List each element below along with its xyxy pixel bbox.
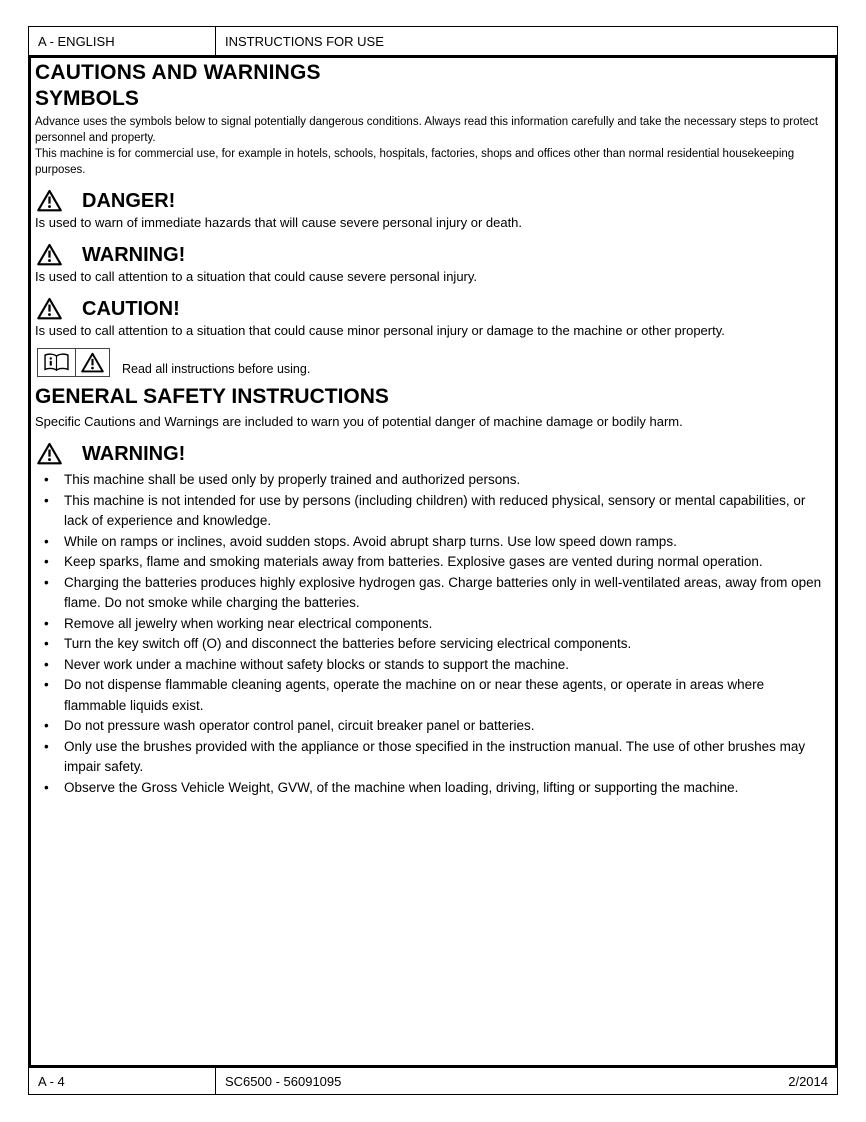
- safety-bullet: • Only use the brushes provided with the appliance or those specified in the instruction manual. The use of other brushes may impair safety.: [35, 737, 825, 778]
- page-title: CAUTIONS AND WARNINGS: [35, 61, 321, 84]
- manual-icon-box: [38, 349, 75, 376]
- danger-title: DANGER!: [82, 189, 176, 212]
- general-safety-heading: GENERAL SAFETY INSTRUCTIONS: [35, 385, 389, 409]
- content-box: [28, 55, 838, 1068]
- safety-bullet: • This machine shall be used only by properly trained and authorized persons.: [35, 470, 825, 491]
- header-language-label: A - ENGLISH: [38, 33, 115, 49]
- caution-text: Is used to call attention to a situation that could cause minor personal injury or damage to the machine or other property.: [35, 323, 725, 339]
- danger-heading: [37, 189, 825, 212]
- safety-bullet: • Do not dispense flammable cleaning agents, operate the machine on or near these agents, or operate in areas where flammable liquids exist.: [35, 675, 825, 716]
- footer-date: 2/2014: [788, 1073, 828, 1089]
- caution-title: CAUTION!: [82, 297, 180, 320]
- footer-model-number: SC6500 - 56091095: [215, 1068, 788, 1094]
- footer-page-number: A - 4: [38, 1073, 65, 1089]
- symbols-heading: SYMBOLS: [35, 87, 139, 111]
- warning-icon-box: [75, 349, 109, 376]
- general-warning-heading: [37, 442, 825, 465]
- symbols-paragraph-2: This machine is for commercial use, for example in hotels, schools, hospitals, factories, shops and offices other than normal residential housekeeping purposes.: [35, 148, 795, 177]
- warning-triangle-icon: [37, 243, 62, 266]
- safety-bullet: • Keep sparks, flame and smoking materials away from batteries. Explosive gases are vented during normal operation.: [35, 552, 825, 573]
- safety-bullet: • Observe the Gross Vehicle Weight, GVW, of the machine when loading, driving, lifting or supporting the machine.: [35, 778, 825, 799]
- safety-bullet: • Do not pressure wash operator control panel, circuit breaker panel or batteries.: [35, 716, 825, 737]
- danger-text: Is used to warn of immediate hazards that will cause severe personal injury or death.: [35, 215, 523, 231]
- safety-bullet: • Charging the batteries produces highly explosive hydrogen gas. Charge batteries only in well-ventilated areas, away from open flame. Do not smoke while charging the batteries.: [35, 573, 825, 614]
- safety-bullet: • Never work under a machine without safety blocks or stands to support the machine.: [35, 655, 825, 676]
- safety-bullet-list: [35, 470, 825, 798]
- general-safety-intro: Specific Cautions and Warnings are included to warn you of potential danger of machine damage or bodily harm.: [35, 414, 683, 430]
- general-warning-title: WARNING!: [82, 442, 186, 465]
- page-footer: [28, 1068, 838, 1095]
- safety-bullet: • Remove all jewelry when working near electrical components.: [35, 614, 825, 635]
- safety-bullet: • This machine is not intended for use by persons (including children) with reduced physical, sensory or mental capabilities, or lack of experience and knowledge.: [35, 491, 825, 532]
- instruction-icon-boxes: [37, 348, 110, 377]
- warning-triangle-icon: [37, 189, 62, 212]
- safety-bullet: • While on ramps or inclines, avoid sudden stops. Avoid abrupt sharp turns. Use low speed down ramps.: [35, 532, 825, 553]
- read-instructions-row: [37, 348, 825, 377]
- page-header: [28, 26, 838, 55]
- symbols-paragraph-1: Advance uses the symbols below to signal potentially dangerous conditions. Always read this information carefully and take the necessary steps to protect personnel and property.: [35, 116, 819, 145]
- warning-triangle-icon: [81, 352, 104, 373]
- warning-triangle-icon: [37, 297, 62, 320]
- safety-bullet: • Turn the key switch off (O) and disconnect the batteries before servicing electrical components.: [35, 634, 825, 655]
- read-instructions-text: Read all instructions before using.: [122, 362, 311, 377]
- caution-heading: [37, 297, 825, 320]
- warning-triangle-icon: [37, 442, 62, 465]
- header-title: INSTRUCTIONS FOR USE: [215, 27, 837, 55]
- read-manual-icon: [43, 352, 70, 373]
- warning-heading: [37, 243, 825, 266]
- warning-title: WARNING!: [82, 243, 186, 266]
- warning-text: Is used to call attention to a situation that could cause severe personal injury.: [35, 269, 478, 285]
